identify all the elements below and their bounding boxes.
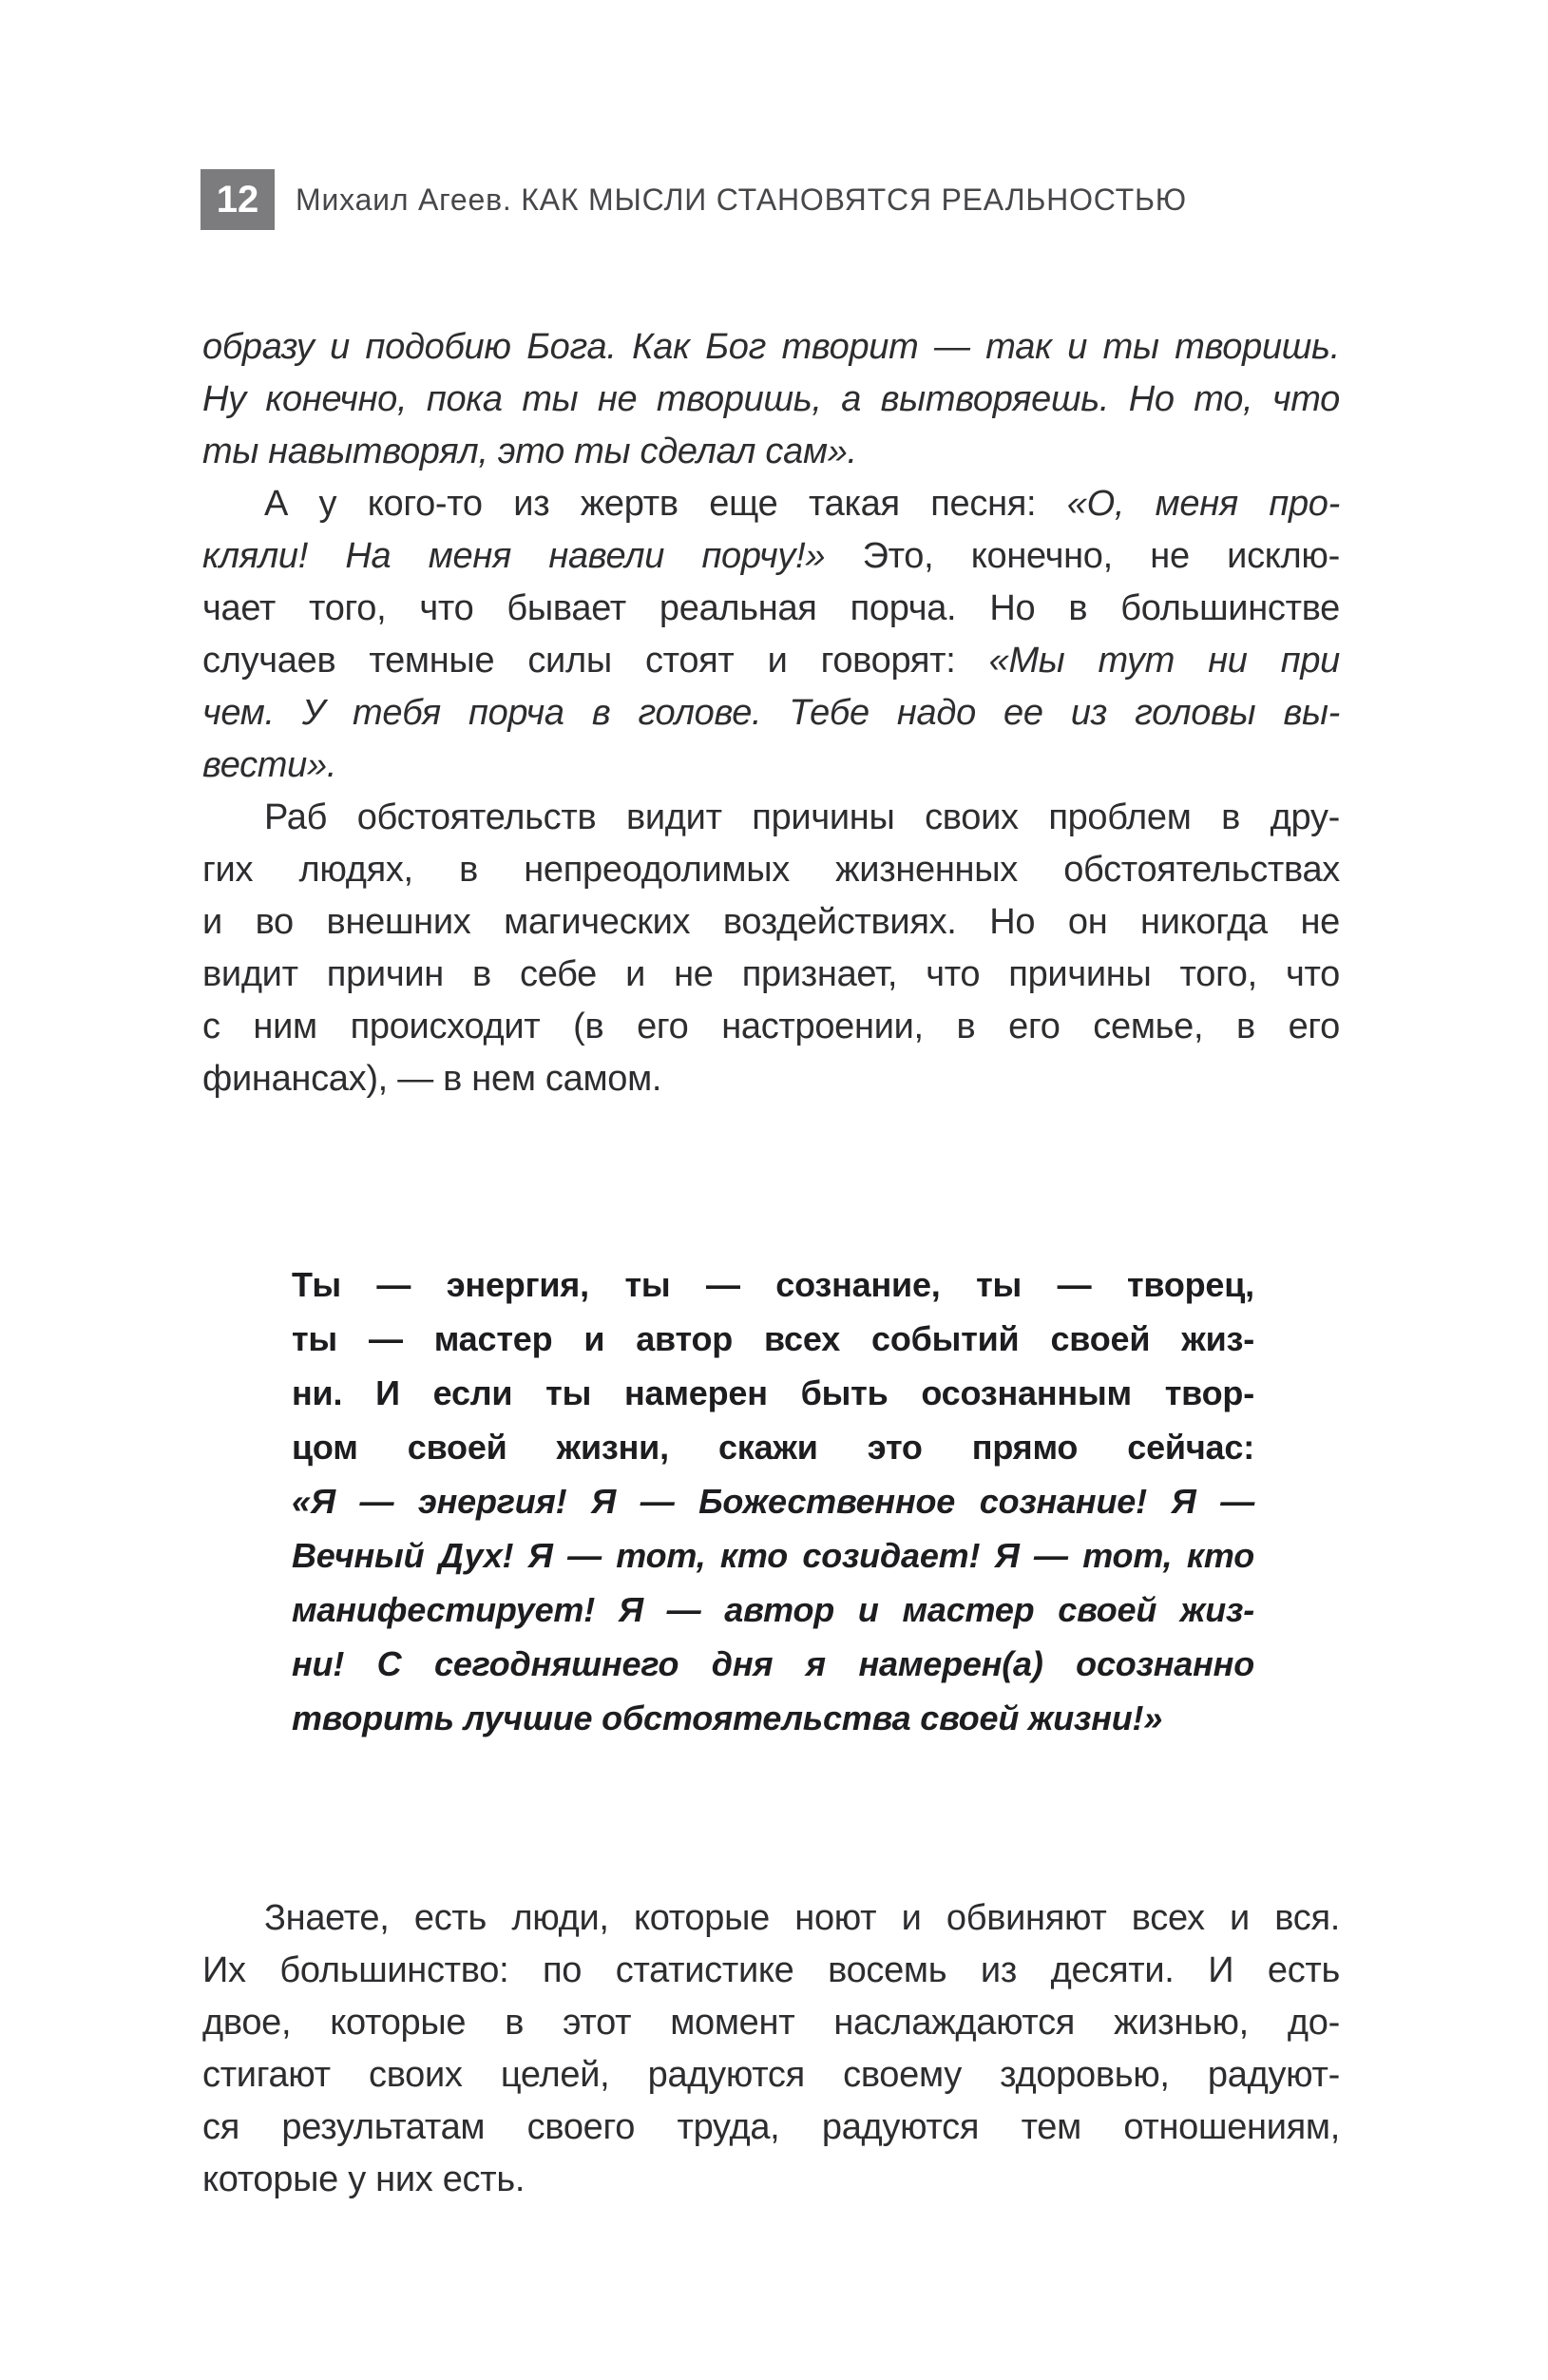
paragraph: [202, 792, 1340, 1105]
text-run-regular: Это, конечно, не исклю-: [825, 536, 1340, 576]
text-line: [292, 1691, 1254, 1745]
text-run-regular: цом своей жизни, скажи это прямо сейчас:: [292, 1428, 1254, 1467]
text-line: [292, 1474, 1254, 1528]
text-run-regular: чает того, что бывает реальная порча. Но в большинстве: [202, 588, 1340, 628]
paragraph: [202, 321, 1340, 478]
text-run-italic: «Я — энергия! Я — Божественное сознание! Я —: [292, 1482, 1254, 1521]
text-run-regular: финансах), — в нем самом.: [202, 1059, 662, 1099]
text-run-regular: с ним происходит (в его настроении, в его семье, в его: [202, 1007, 1340, 1046]
text-run-italic: ни! С сегодняшнего дня я намерен(а) осознанно: [292, 1644, 1254, 1683]
text-run-regular: А у кого-то из жертв еще такая песня:: [264, 484, 1067, 524]
page-number-badge: 12: [201, 169, 275, 230]
text-run-regular: стигают своих целей, радуются своему здоровью, радуют-: [202, 2055, 1340, 2095]
text-line: [202, 1997, 1340, 2049]
text-line: [202, 426, 1340, 478]
text-run-regular: Ты — энергия, ты — сознание, ты — творец,: [292, 1265, 1254, 1304]
quote-block: [292, 1257, 1254, 1745]
text-line: [292, 1312, 1254, 1366]
text-line: [202, 1053, 1340, 1105]
text-line: [292, 1257, 1254, 1312]
text-line: [202, 2154, 1340, 2206]
text-run-regular: Знаете, есть люди, которые ноют и обвиняют всех и вся.: [264, 1898, 1340, 1938]
text-run-regular: Их большинство: по статистике восемь из десяти. И есть: [202, 1950, 1340, 1990]
text-run-regular: и во внешних магических воздействиях. Но он никогда не: [202, 902, 1340, 942]
text-line: [202, 687, 1340, 739]
text-run-italic: творить лучшие обстоятельства своей жизни!»: [292, 1699, 1163, 1737]
text-line: [202, 949, 1340, 1001]
paragraph: [202, 478, 1340, 792]
text-line: [202, 321, 1340, 374]
paragraph: [202, 1892, 1340, 2206]
text-line: [202, 530, 1340, 583]
text-run-regular: которые у них есть.: [202, 2159, 526, 2199]
text-line: [202, 896, 1340, 949]
text-run-regular: случаев темные силы стоят и говорят:: [202, 641, 989, 681]
text-run-italic: «Мы тут ни при: [988, 641, 1340, 681]
text-line: [292, 1637, 1254, 1691]
text-line: [202, 1001, 1340, 1053]
text-line: [202, 635, 1340, 687]
page-header: [201, 169, 1187, 230]
body-text: [202, 321, 1340, 2206]
text-line: [292, 1583, 1254, 1637]
text-run-italic: Вечный Дух! Я — тот, кто созидает! Я — тот, кто: [292, 1536, 1254, 1575]
text-line: [202, 2049, 1340, 2102]
text-line: [202, 792, 1340, 844]
running-title: Михаил Агеев. КАК МЫСЛИ СТАНОВЯТСЯ РЕАЛЬНОСТЬЮ: [296, 182, 1187, 217]
text-run-italic: образу и подобию Бога. Как Бог творит — так и ты творишь.: [202, 327, 1340, 367]
text-line: [202, 374, 1340, 426]
text-run-italic: Ну конечно, пока ты не творишь, а вытворяешь. Но то, что: [202, 379, 1340, 419]
text-run-italic: вести».: [202, 745, 337, 785]
text-run-italic: чем. У тебя порча в голове. Тебе надо ее из головы вы-: [202, 693, 1340, 733]
text-run-regular: ты — мастер и автор всех событий своей жиз-: [292, 1319, 1254, 1358]
text-line: [292, 1528, 1254, 1583]
text-line: [202, 583, 1340, 635]
text-run-italic: ты навытворял, это ты сделал сам».: [202, 432, 857, 471]
text-line: [292, 1420, 1254, 1474]
text-run-italic: «О, меня про-: [1066, 484, 1340, 524]
text-run-regular: видит причин в себе и не признает, что причины того, что: [202, 954, 1340, 994]
text-line: [202, 844, 1340, 896]
text-line: [202, 478, 1340, 530]
text-run-italic: манифестирует! Я — автор и мастер своей жиз-: [292, 1590, 1254, 1629]
text-run-italic: кляли! На меня навели порчу!»: [202, 536, 826, 576]
text-line: [292, 1366, 1254, 1420]
text-run-regular: ни. И если ты намерен быть осознанным твор-: [292, 1373, 1254, 1412]
text-line: [202, 1892, 1340, 1945]
text-run-regular: гих людях, в непреодолимых жизненных обстоятельствах: [202, 850, 1340, 890]
text-run-regular: двое, которые в этот момент наслаждаются жизнью, до-: [202, 2003, 1340, 2043]
text-run-regular: Раб обстоятельств видит причины своих проблем в дру-: [264, 797, 1340, 837]
text-line: [202, 1945, 1340, 1997]
text-run-regular: ся результатам своего труда, радуются тем отношениям,: [202, 2107, 1340, 2147]
text-line: [202, 739, 1340, 792]
text-line: [202, 2102, 1340, 2154]
